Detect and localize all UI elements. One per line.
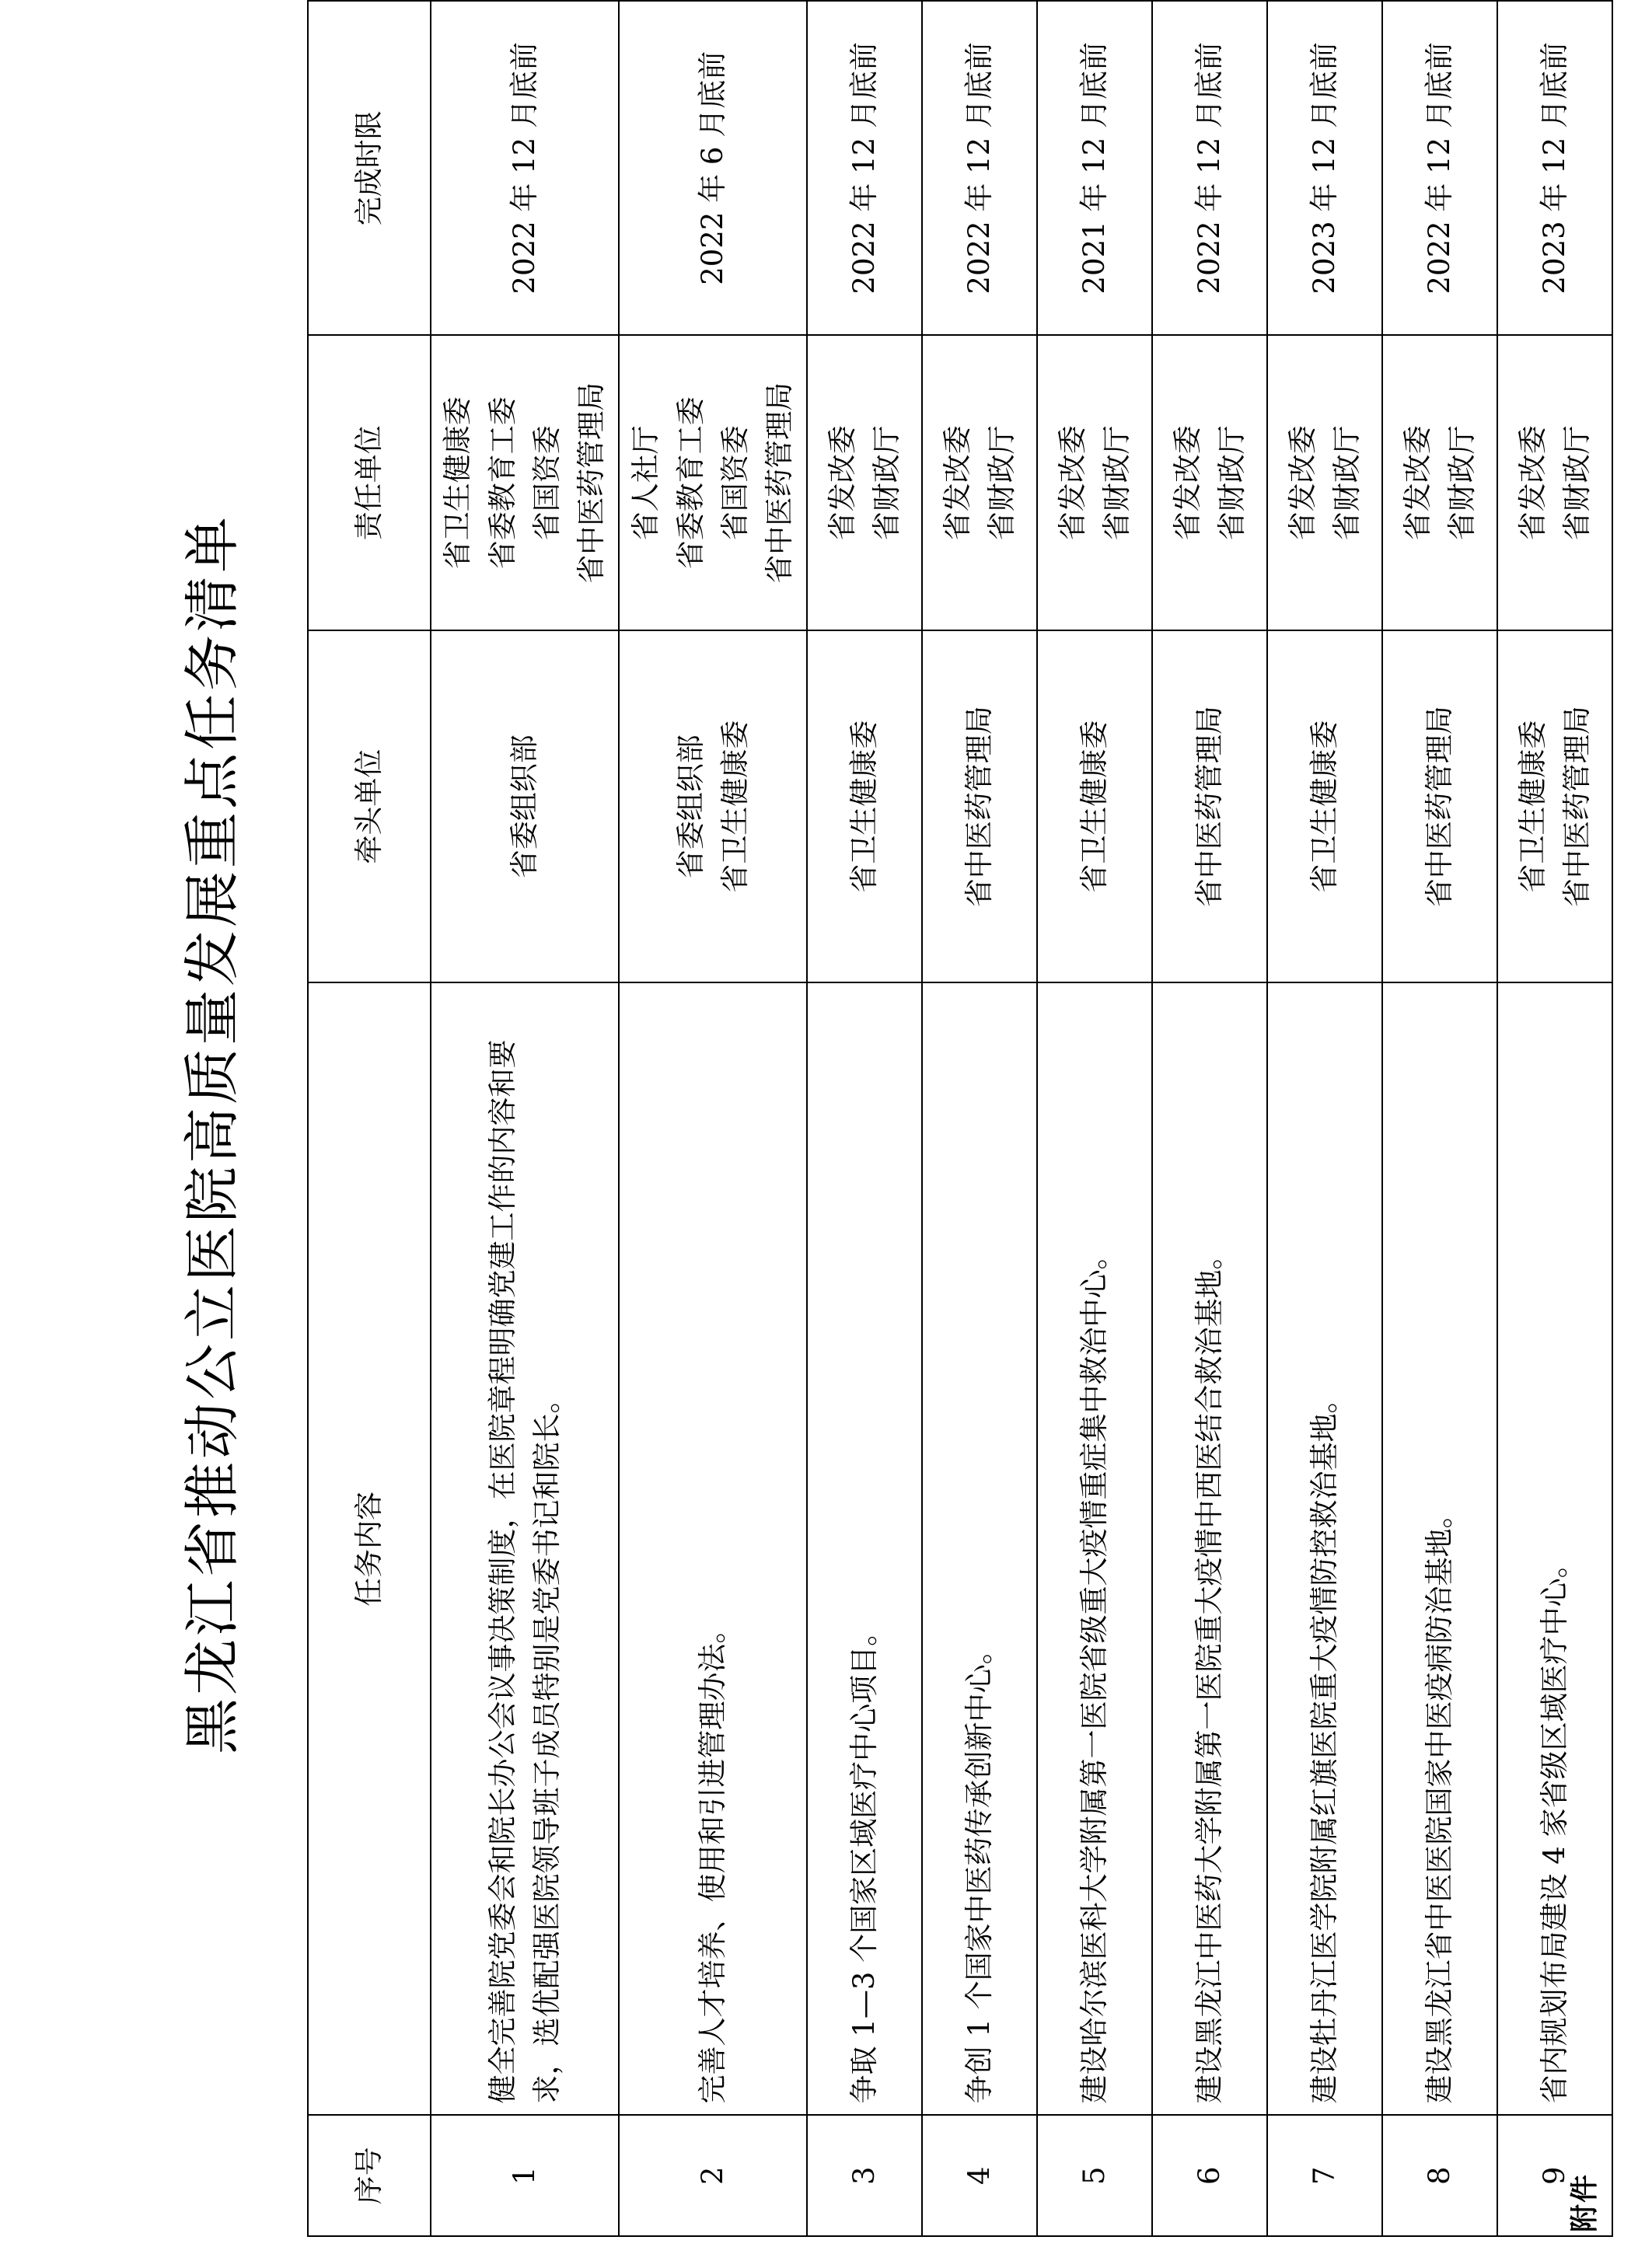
lead-unit-cell [1037,630,1152,982]
responsible-unit: 省财政厅 [1100,425,1133,541]
task-content: 建设黑龙江省中医医院国家中医疫病防治基地。 [1423,1499,1457,2104]
task-content: 争取 1—3 个国家区域医疗中心项目。 [847,1617,882,2104]
lead-unit: 省卫生健康委 [718,720,752,893]
responsible-unit: 省发改委 [1170,425,1204,541]
table-row [431,1,619,2236]
responsible-unit: 省财政厅 [1560,425,1594,541]
table-row [1152,1,1267,2236]
responsible-unit: 省发改委 [1055,425,1089,541]
task-content: 建设哈尔滨医科大学附属第一医院省级重大疫情重症集中救治中心。 [1077,1240,1112,2104]
responsible-unit: 省财政厅 [1445,425,1479,541]
deadline: 2023 年 12 月底前 [1497,1,1612,336]
lead-unit-cell [1267,630,1382,982]
task-content: 完善人才培养、使用和引进管理办法。 [696,1614,730,2104]
responsible-unit: 省委教育工委 [673,396,707,570]
responsible-unit: 省发改委 [940,425,974,541]
lead-unit: 省委组织部 [508,734,542,879]
lead-unit-cell [807,630,922,982]
deadline: 2021 年 12 月底前 [1037,1,1152,336]
responsible-unit: 省发改委 [1515,425,1549,541]
table-row [1497,1,1612,2236]
responsible-unit: 省发改委 [1400,425,1434,541]
table-row [1037,1,1152,2236]
table-row [922,1,1037,2236]
task-content-cell [1267,982,1382,2115]
task-content: 争创 1 个国家中医药传承创新中心。 [962,1635,997,2104]
lead-unit: 省委组织部 [673,734,707,879]
task-content-cell [431,982,619,2115]
responsible-unit: 省财政厅 [1215,425,1249,541]
responsible-unit: 省财政厅 [870,425,903,541]
table-header [308,1,431,2236]
lead-unit: 省中医药管理局 [1423,706,1457,908]
task-content: 建设黑龙江中医药大学附属第一医院重大疫情中西医结合救治基地。 [1193,1240,1227,2104]
responsible-unit: 省财政厅 [1330,425,1364,541]
task-content-cell [922,982,1037,2115]
deadline: 2022 年 12 月底前 [431,1,619,336]
responsible-unit: 省人社厅 [629,425,663,541]
responsible-unit: 省财政厅 [985,425,1018,541]
row-number: 4 [922,2115,1037,2236]
lead-unit-cell [431,630,619,982]
deadline: 2022 年 12 月底前 [1152,1,1267,336]
lead-unit: 省中医药管理局 [1560,706,1594,908]
responsible-units-cell [619,336,807,631]
deadline: 2022 年 6 月底前 [619,1,807,336]
task-content: 建设牡丹江医学院附属红旗医院重大疫情防控救治基地。 [1308,1384,1342,2104]
row-number: 8 [1382,2115,1497,2236]
responsible-units-cell [922,336,1037,631]
lead-unit: 省卫生健康委 [1308,720,1342,893]
lead-unit-cell [619,630,807,982]
header-row [308,1,431,2236]
row-number: 1 [431,2115,619,2236]
header-responsible-units: 责任单位 [308,336,431,631]
responsible-unit: 省国资委 [530,425,564,541]
task-content-cell [807,982,922,2115]
responsible-unit: 省卫生健康委 [441,396,475,570]
task-content-cell [619,982,807,2115]
row-number: 5 [1037,2115,1152,2236]
responsible-units-cell [807,336,922,631]
row-number: 7 [1267,2115,1382,2236]
responsible-units-cell [1497,336,1612,631]
attachment-label: 附件 [1569,2172,1601,2232]
responsible-unit: 省发改委 [825,425,859,541]
document-title: 黑龙江省推动公立医院高质量发展重点任务清单 [180,514,245,1755]
lead-unit-cell [1152,630,1267,982]
responsible-units-cell [1037,336,1152,631]
task-content: 健全完善院党委会和院长办公会议事决策制度，在医院章程明确党建工作的内容和要求，选优配强医院领导班子成员特别是党委书记和院长。 [485,1039,564,2104]
responsible-unit: 省委教育工委 [485,396,519,570]
table-row [1267,1,1382,2236]
task-content-cell [1152,982,1267,2115]
responsible-unit: 省中医药管理局 [575,382,609,584]
lead-unit-cell [922,630,1037,982]
lead-unit: 省卫生健康委 [1077,720,1112,893]
responsible-unit: 省中医药管理局 [763,382,797,584]
header-deadline: 完成时限 [308,1,431,336]
responsible-units-cell [1152,336,1267,631]
table-body [431,1,1612,2236]
header-lead-unit: 牵头单位 [308,630,431,982]
task-content-cell [1037,982,1152,2115]
task-content-cell [1382,982,1497,2115]
deadline: 2022 年 12 月底前 [922,1,1037,336]
deadline: 2023 年 12 月底前 [1267,1,1382,336]
row-number: 3 [807,2115,922,2236]
deadline: 2022 年 12 月底前 [1382,1,1497,336]
lead-unit: 省卫生健康委 [1515,720,1549,893]
lead-unit: 省中医药管理局 [962,706,997,908]
responsible-unit: 省国资委 [718,425,752,541]
row-number: 6 [1152,2115,1267,2236]
header-no: 序号 [308,2115,431,2236]
lead-unit: 省中医药管理局 [1193,706,1227,908]
responsible-units-cell [431,336,619,631]
lead-unit: 省卫生健康委 [847,720,882,893]
table-row [619,1,807,2236]
responsible-units-cell [1382,336,1497,631]
lead-unit-cell [1382,630,1497,982]
responsible-units-cell [1267,336,1382,631]
lead-unit-cell [1497,630,1612,982]
row-number: 9 [1497,2115,1612,2236]
table-row [1382,1,1497,2236]
responsible-unit: 省发改委 [1285,425,1319,541]
task-table [307,0,1613,2237]
task-content: 省内规划布局建设 4 家省级区域医疗中心。 [1538,1549,1572,2104]
header-content: 任务内容 [308,982,431,2115]
deadline: 2022 年 12 月底前 [807,1,922,336]
task-content-cell [1497,982,1612,2115]
row-number: 2 [619,2115,807,2236]
table-row [807,1,922,2236]
